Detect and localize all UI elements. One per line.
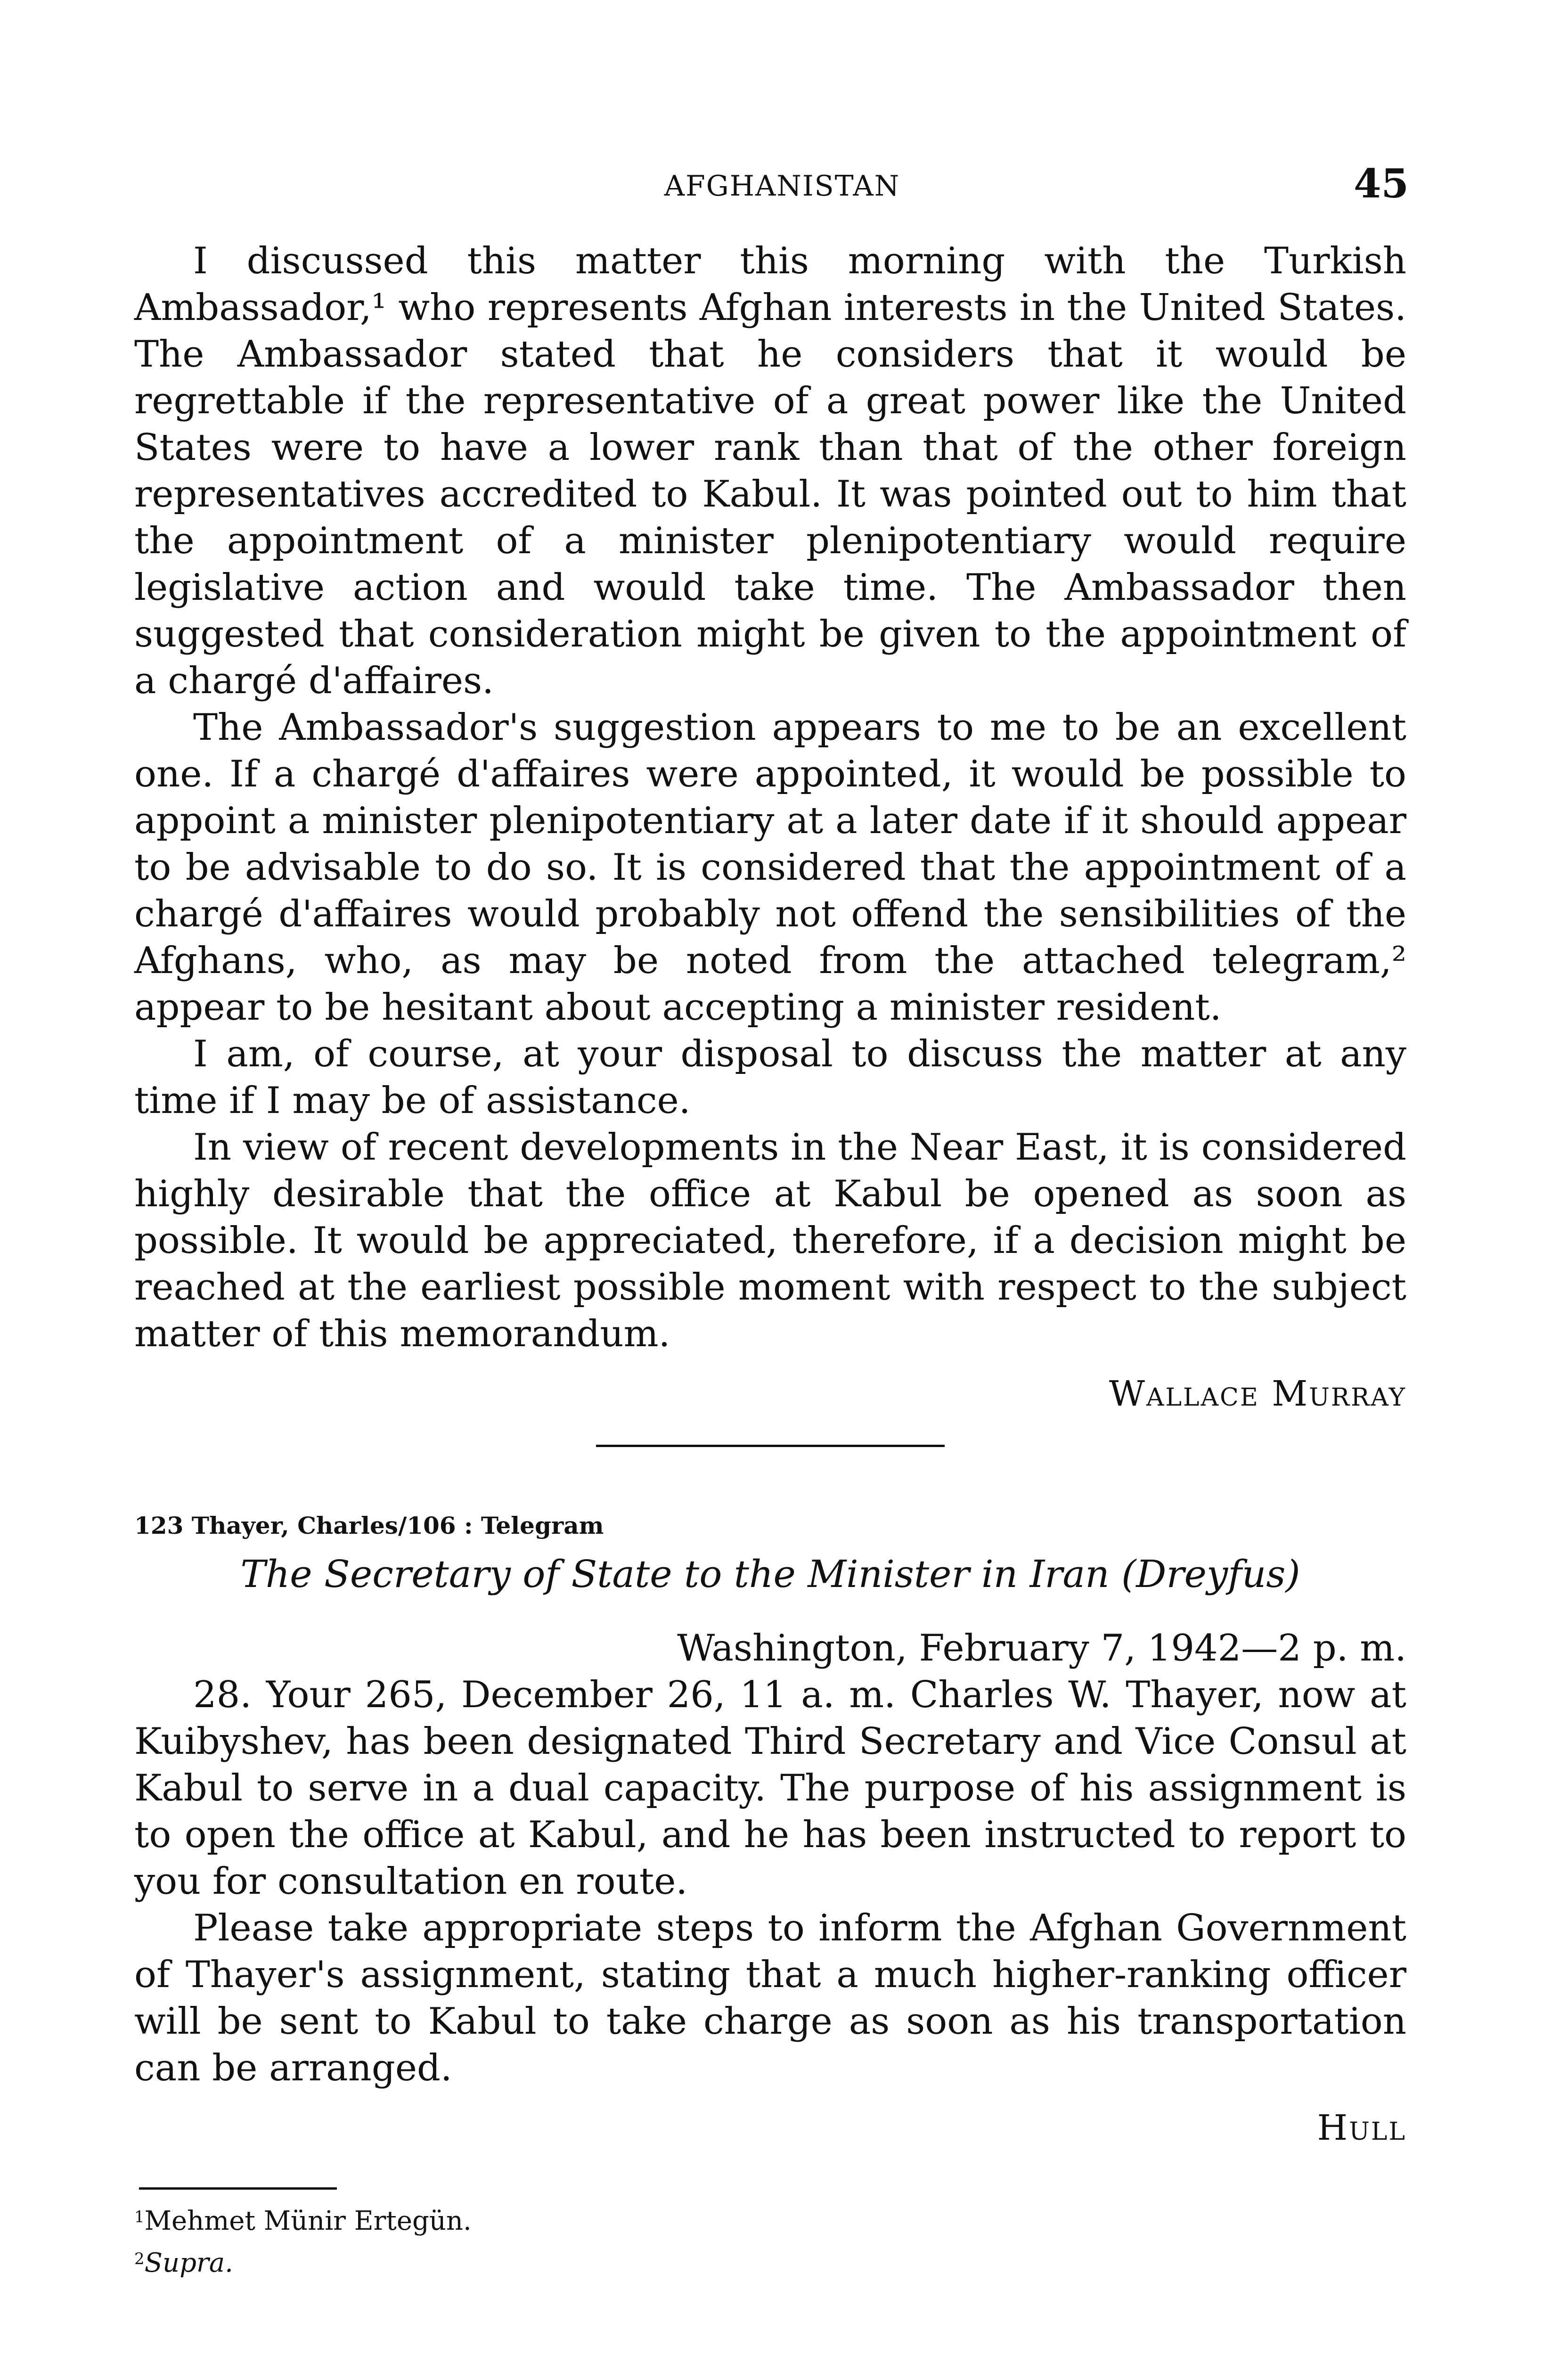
- footnote-mark-1: 1: [134, 2208, 145, 2226]
- memo-paragraph-3: I am, of course, at your disposal to discuss the matter at any time if I may be of assistance.: [134, 1033, 1406, 1122]
- memorandum-section: [134, 238, 1406, 1417]
- page-header: [155, 160, 1409, 212]
- memo-paragraph-1: I discussed this matter this morning with the Turkish Ambassador,¹ who represents Afghan interests in the United States. The Ambassador stated that he considers that it would be regrettable if the representative of a great power like the United States were to have a lower rank than that of the other foreign representatives accredited to Kabul. It was pointed out to him that the appointment of a minister plenipotentiary would require legislative action and would take time. The Ambassador then suggested that consideration might be given to the appointment of a chargé d'affaires.: [134, 240, 1406, 702]
- telegram-signature: Hull: [1317, 2108, 1406, 2148]
- footnote-mark-2: 2: [134, 2250, 145, 2268]
- file-reference: 123 Thayer, Charles/106 : Telegram: [134, 1512, 604, 1539]
- telegram-section: [134, 1509, 1406, 2151]
- telegram-dateline: Washington, February 7, 1942—2 p. m.: [677, 1627, 1406, 1669]
- memo-paragraph-2: The Ambassador's suggestion appears to me to be an excellent one. If a chargé d'affaires were appointed, it would be possible to appoint a minister plenipotentiary at a later date if it should appear to be advisable to do so. It is considered that the appointment of a chargé d'affaires would probably not offend the sensibilities of the Afghans, who, as may be noted from the attached telegram,² appear to be hesitant about accepting a minister resident.: [134, 706, 1406, 1029]
- telegram-paragraph-1: 28. Your 265, December 26, 11 a. m. Charles W. Thayer, now at Kuibyshev, has been designated Third Secretary and Vice Consul at Kabul to serve in a dual capacity. The purpose of his assignment is to open the office at Kabul, and he has been instructed to report to you for consultation en route.: [134, 1674, 1406, 1903]
- page-number: 45: [1354, 160, 1409, 207]
- footnote-1: [134, 2198, 1406, 2240]
- telegram-title: The Secretary of State to the Minister in Iran (Dreyfus): [240, 1552, 1300, 1596]
- telegram-paragraph-2: Please take appropriate steps to inform the Afghan Government of Thayer's assignment, stating that a much higher-ranking officer will be sent to Kabul to take charge as soon as his transportation can be arranged.: [134, 1907, 1406, 2089]
- memo-paragraph-4: In view of recent developments in the Near East, it is considered highly desirable that the office at Kabul be opened as soon as possible. It would be appreciated, therefore, if a decision might be reached at the earliest possible moment with respect to the subject matter of this memorandum.: [134, 1126, 1406, 1355]
- footnotes: [134, 2198, 1406, 2282]
- page-body: [134, 238, 1406, 2282]
- memo-signature: Wallace Murray: [1109, 1374, 1406, 1414]
- running-title: AFGHANISTAN: [664, 170, 900, 203]
- footnote-rule: [139, 2187, 337, 2190]
- footnote-text-2: Supra.: [144, 2248, 233, 2278]
- section-divider: [596, 1445, 945, 1447]
- footnote-2: [134, 2240, 1406, 2282]
- footnote-text-1: Mehmet Münir Ertegün.: [144, 2206, 472, 2236]
